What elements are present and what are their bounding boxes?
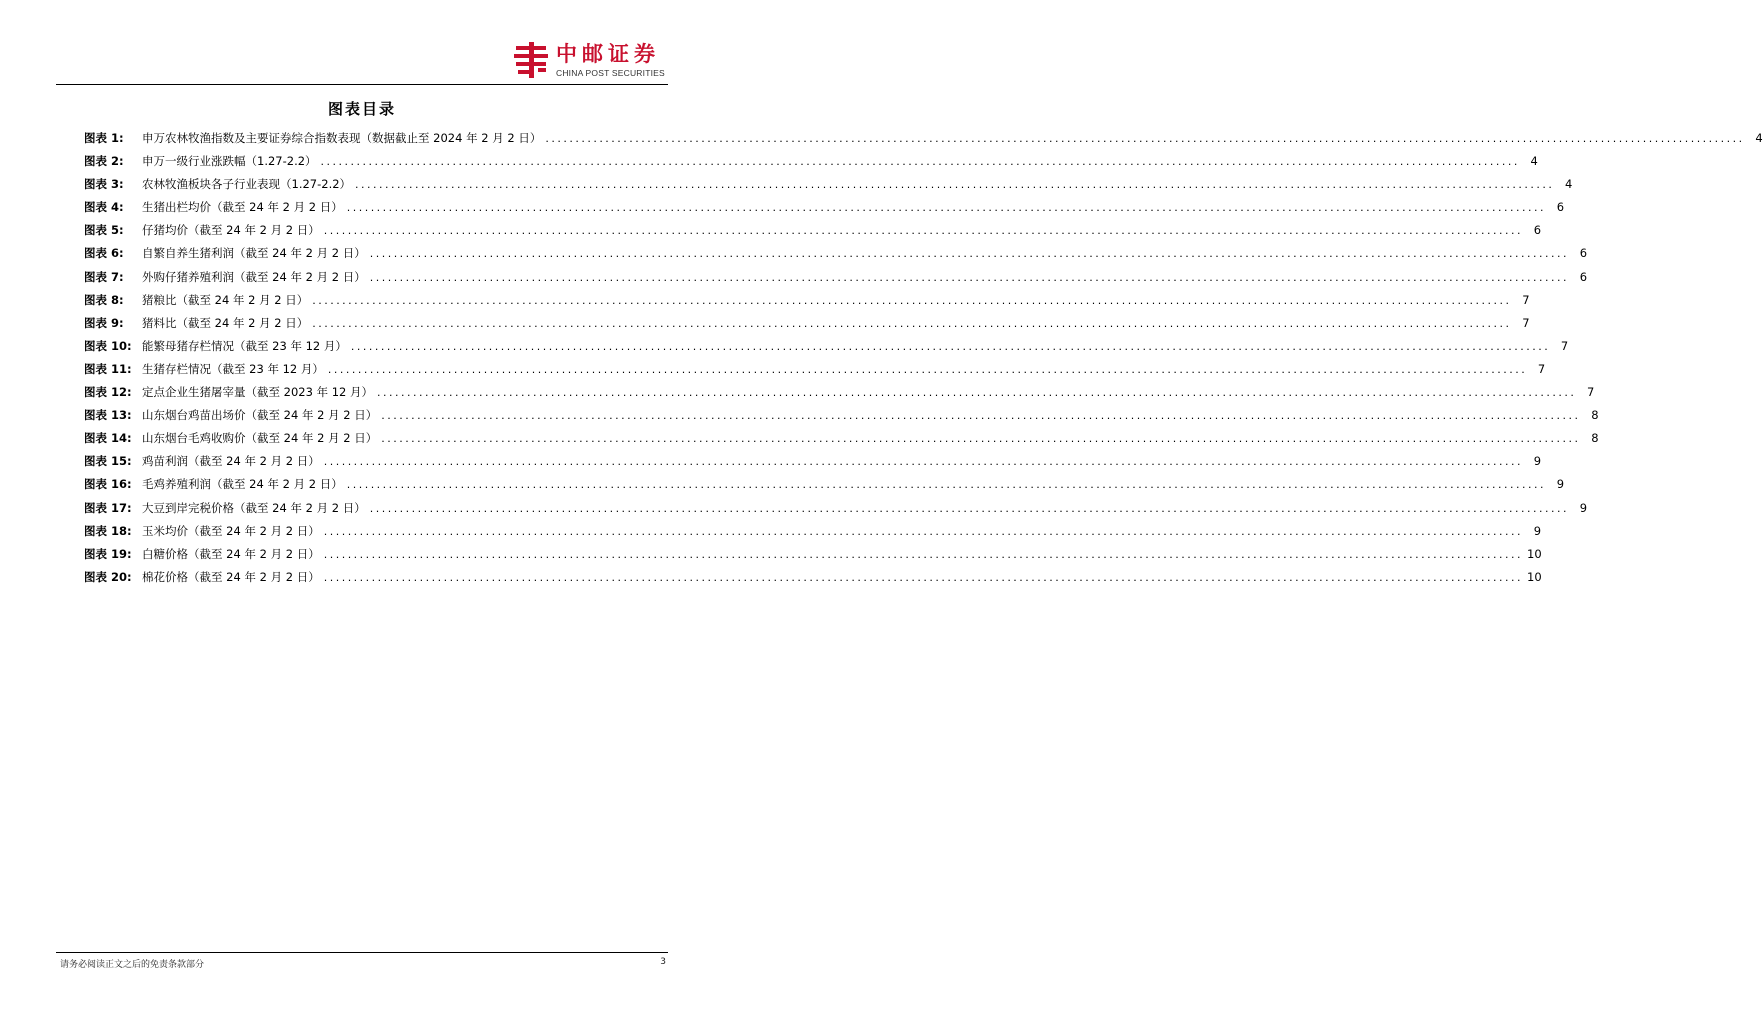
toc-entry-title: 大豆到岸完税价格（截至 24 年 2 月 2 日）	[142, 500, 366, 515]
toc-entry-title: 玉米均价（截至 24 年 2 月 2 日）	[142, 523, 320, 538]
toc-entry-title: 白糖价格（截至 24 年 2 月 2 日）	[142, 546, 320, 561]
toc-entry-label: 图表 10:	[84, 338, 132, 353]
toc-entry[interactable]	[84, 546, 1542, 569]
toc-entry-title: 能繁母猪存栏情况（截至 23 年 12 月）	[142, 338, 347, 353]
toc-entry-leader: ........................................................................................................................................................................................................	[323, 455, 1524, 469]
toc-entry-leader: ........................................................................................................................................................................................................	[346, 478, 1547, 492]
logo-text-en: CHINA POST SECURITIES	[556, 68, 665, 78]
toc-entry-title: 鸡苗利润（截至 24 年 2 月 2 日）	[142, 454, 320, 469]
toc-entry[interactable]	[84, 569, 1542, 592]
toc-entry[interactable]	[84, 199, 1565, 222]
toc-entry[interactable]	[84, 245, 1588, 268]
toc-entry-leader: ........................................................................................................................................................................................................	[346, 201, 1547, 215]
toc-entry-page: 8	[1591, 408, 1599, 423]
toc-entry-leader: ........................................................................................................................................................................................................	[327, 362, 1528, 376]
toc-entry-label: 图表 5:	[84, 223, 124, 238]
toc-entry-title: 山东烟台毛鸡收购价（截至 24 年 2 月 2 日）	[142, 431, 378, 446]
toc-entry-label: 图表 1:	[84, 131, 124, 145]
toc-entry-label: 图表 13:	[84, 408, 132, 423]
company-logo	[512, 40, 672, 84]
toc-entry-label: 图表 2:	[84, 154, 124, 169]
toc-entry-label: 图表 16:	[84, 477, 132, 492]
toc-entry-leader: ........................................................................................................................................................................................................	[377, 386, 1577, 400]
toc-entry-leader: ........................................................................................................................................................................................................	[369, 270, 1570, 284]
toc-entry-label: 图表 18:	[84, 523, 132, 538]
toc-entry-title: 农林牧渔板块各子行业表现（1.27-2.2）	[142, 177, 352, 192]
toc-entry-page: 6	[1533, 223, 1542, 238]
toc-entry-page: 8	[1591, 431, 1599, 446]
toc-entry-page: 10	[1527, 569, 1542, 584]
toc-entry[interactable]	[84, 292, 1530, 315]
china-post-emblem-icon	[512, 40, 552, 80]
toc-entry-title: 申万一级行业涨跌幅（1.27-2.2）	[142, 154, 317, 169]
toc-entry-label: 图表 6:	[84, 246, 124, 261]
toc-entry-title: 棉花价格（截至 24 年 2 月 2 日）	[142, 569, 320, 584]
toc-entry[interactable]	[84, 153, 1538, 176]
toc-entry-label: 图表 4:	[84, 200, 124, 215]
toc-entry-label: 图表 7:	[84, 269, 124, 284]
toc-entry-page: 4	[1755, 131, 1763, 145]
toc-entry-page: 10	[1527, 546, 1542, 561]
toc-entry[interactable]	[84, 338, 1569, 361]
toc-entry-title: 定点企业生猪屠宰量（截至 2023 年 12 月）	[142, 385, 374, 400]
toc-entry-leader: ........................................................................................................................................................................................................	[312, 316, 1512, 330]
toc-entry-title: 猪粮比（截至 24 年 2 月 2 日）	[142, 292, 309, 307]
toc-entry[interactable]	[84, 430, 1599, 453]
toc-entry-leader: ........................................................................................................................................................................................................	[369, 247, 1570, 261]
toc-entry[interactable]	[84, 315, 1530, 338]
toc-entry-title: 生猪存栏情况（截至 23 年 12 月）	[142, 361, 324, 376]
toc-entry-title: 生猪出栏均价（截至 24 年 2 月 2 日）	[142, 200, 343, 215]
toc-entry-label: 图表 12:	[84, 385, 132, 400]
table-of-figures	[84, 130, 1763, 592]
toc-entry-leader: ........................................................................................................................................................................................................	[323, 524, 1524, 538]
toc-entry-label: 图表 8:	[84, 292, 124, 307]
toc-entry-page: 6	[1579, 269, 1588, 284]
toc-entry[interactable]	[84, 361, 1546, 384]
toc-entry-page: 4	[1530, 154, 1538, 169]
toc-entry-leader: ........................................................................................................................................................................................................	[350, 339, 1551, 353]
toc-entry-leader: ........................................................................................................................................................................................................	[381, 409, 1581, 423]
toc-entry-title: 毛鸡养殖利润（截至 24 年 2 月 2 日）	[142, 477, 343, 492]
toc-entry-page: 6	[1556, 200, 1565, 215]
toc-entry-leader: ........................................................................................................................................................................................................	[323, 224, 1524, 238]
toc-entry-page: 7	[1560, 338, 1569, 353]
logo-text-cn: 中邮证券	[556, 42, 660, 66]
toc-entry[interactable]	[84, 407, 1599, 430]
toc-entry[interactable]	[84, 384, 1595, 407]
toc-entry-page: 6	[1579, 246, 1588, 261]
toc-entry-title: 自繁自养生猪利润（截至 24 年 2 月 2 日）	[142, 246, 366, 261]
page-title: 图表目录	[327, 100, 396, 118]
toc-entry-title: 外购仔猪养殖利润（截至 24 年 2 月 2 日）	[142, 269, 366, 284]
toc-entry-title: 仔猪均价（截至 24 年 2 月 2 日）	[142, 223, 320, 238]
toc-entry[interactable]	[84, 130, 1763, 153]
toc-entry-leader: ........................................................................................................................................................................................................	[369, 501, 1570, 515]
toc-entry[interactable]	[84, 222, 1542, 245]
toc-entry[interactable]	[84, 476, 1565, 499]
header-divider	[56, 84, 668, 85]
toc-entry-label: 图表 17:	[84, 500, 132, 515]
toc-entry[interactable]	[84, 453, 1542, 476]
toc-entry-page: 7	[1522, 292, 1530, 307]
toc-entry-label: 图表 9:	[84, 315, 124, 330]
toc-entry-page: 9	[1533, 523, 1542, 538]
toc-entry-leader: ........................................................................................................................................................................................................	[323, 547, 1524, 561]
toc-entry-page: 9	[1579, 500, 1588, 515]
toc-entry-title: 申万农林牧渔指数及主要证券综合指数表现（数据截止至 2024 年 2 月 2 日）	[142, 131, 542, 145]
disclaimer-note: 请务必阅读正文之后的免责条款部分	[60, 960, 205, 970]
toc-entry-leader: ........................................................................................................................................................................................................	[320, 155, 1520, 169]
toc-entry-label: 图表 19:	[84, 546, 132, 561]
toc-entry-title: 猪料比（截至 24 年 2 月 2 日）	[142, 315, 309, 330]
toc-entry-title: 山东烟台鸡苗出场价（截至 24 年 2 月 2 日）	[142, 408, 378, 423]
toc-entry-leader: ........................................................................................................................................................................................................	[381, 432, 1581, 446]
toc-entry-page: 9	[1533, 454, 1542, 469]
toc-entry-page: 7	[1537, 361, 1546, 376]
toc-entry-page: 4	[1565, 177, 1573, 192]
toc-entry[interactable]	[84, 500, 1588, 523]
toc-entry-leader: ........................................................................................................................................................................................................	[545, 132, 1745, 145]
toc-entry-page: 7	[1522, 315, 1530, 330]
page-header	[0, 0, 724, 86]
page-number: 3	[660, 957, 666, 967]
toc-entry-leader: ........................................................................................................................................................................................................	[355, 178, 1555, 192]
toc-entry-label: 图表 3:	[84, 177, 124, 192]
toc-entry-label: 图表 11:	[84, 361, 132, 376]
toc-entry-label: 图表 15:	[84, 454, 132, 469]
toc-entry-page: 7	[1587, 385, 1595, 400]
toc-entry[interactable]	[84, 176, 1573, 199]
toc-entry-leader: ........................................................................................................................................................................................................	[312, 293, 1512, 307]
toc-entry-label: 图表 20:	[84, 569, 132, 584]
footer-divider	[56, 952, 668, 953]
toc-entry-leader: ........................................................................................................................................................................................................	[323, 570, 1524, 584]
toc-entry-page: 9	[1556, 477, 1565, 492]
toc-entry[interactable]	[84, 523, 1542, 546]
toc-entry[interactable]	[84, 269, 1588, 292]
toc-entry-label: 图表 14:	[84, 431, 132, 446]
